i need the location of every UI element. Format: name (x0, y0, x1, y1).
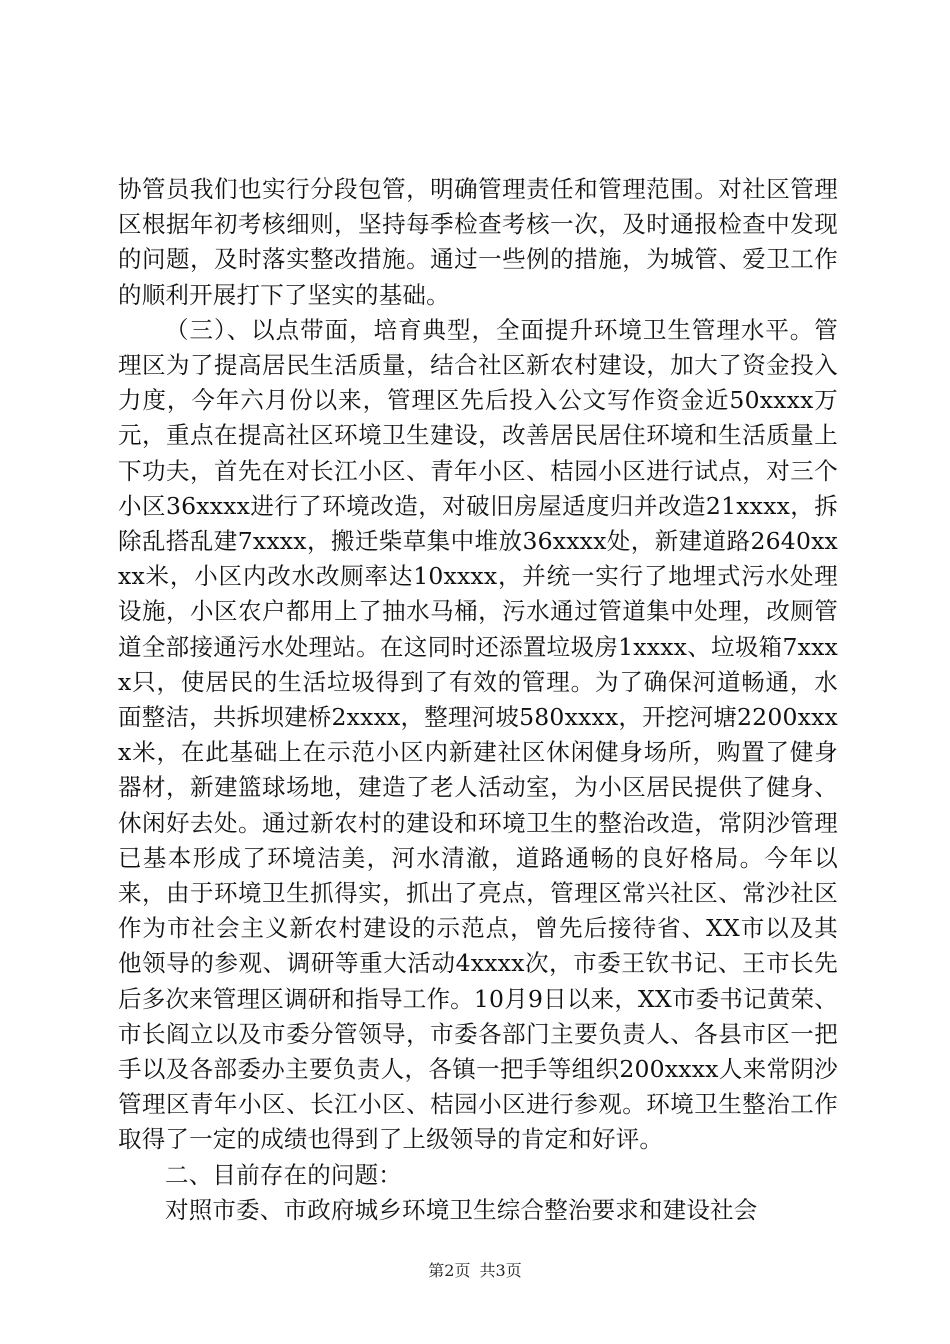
page-number-current: 第2页 (428, 1261, 471, 1280)
section-heading-problems: 二、目前存在的问题： (165, 1160, 402, 1189)
document-body (118, 172, 838, 1228)
page-number-total: 共3页 (479, 1261, 522, 1280)
paragraph-problems-intro: 对照市委、市政府城乡环境卫生综合整治要求和建设社会 (165, 1195, 758, 1224)
page-footer (0, 1260, 950, 1282)
paragraph-continued: 协管员我们也实行分段包管，明确管理责任和管理范围。对社区管理区根据年初考核细则，坚持每季检查考核一次，及时通报检查中发现的问题，及时落实整改措施。通过一些例的措施，为城管、爱卫工作的顺利开展打下了坚实的基础。 (118, 175, 838, 309)
paragraph-section-three: （三）、以点带面，培育典型，全面提升环境卫生管理水平。管理区为了提高居民生活质量，结合社区新农村建设，加大了资金投入力度，今年六月份以来，管理区先后投入公文写作资金近50xxxx万元，重点在提高社区环境卫生建设，改善居民居住环境和生活质量上下功夫，首先在对长江小区、青年小区、桔园小区进行试点，对三个小区36xxxx进行了环境改造，对破旧房屋适度归并改造21xxxx，拆除乱搭乱建7xxxx，搬迁柴草集中堆放36xxxx处，新建道路2640xxxx米，小区内改水改厕率达10xxxx，并统一实行了地埋式污水处理设施，小区农户都用上了抽水马桶，污水通过管道集中处理，改厕管道全部接通污水处理站。在这同时还添置垃圾房1xxxx、垃圾箱7xxxx只，使居民的生活垃圾得到了有效的管理。为了确保河道畅通，水面整洁，共拆坝建桥2xxxx，整理河坡580xxxx，开挖河塘2200xxxx米，在此基础上在示范小区内新建社区休闲健身场所，购置了健身器材，新建篮球场地，建造了老人活动室，为小区居民提供了健身、休闲好去处。通过新农村的建设和环境卫生的整治改造，常阴沙管理已基本形成了环境洁美，河水清澈，道路通畅的良好格局。今年以来，由于环境卫生抓得实，抓出了亮点，管理区常兴社区、常沙社区作为市社会主义新农村建设的示范点，曾先后接待省、XX市以及其他领导的参观、调研等重大活动4xxxx次，市委王钦书记、王市长先后多次来管理区调研和指导工作。10月9日以来，XX市委书记黄荣、市长阎立以及市委分管领导，市委各部门主要负责人、各县市区一把手以及各部委办主要负责人，各镇一把手等组织200xxxx人来常阴沙管理区青年小区、长江小区、桔园小区进行参观。环境卫生整治工作取得了一定的成绩也得到了上级领导的肯定和好评。 (118, 315, 838, 1154)
